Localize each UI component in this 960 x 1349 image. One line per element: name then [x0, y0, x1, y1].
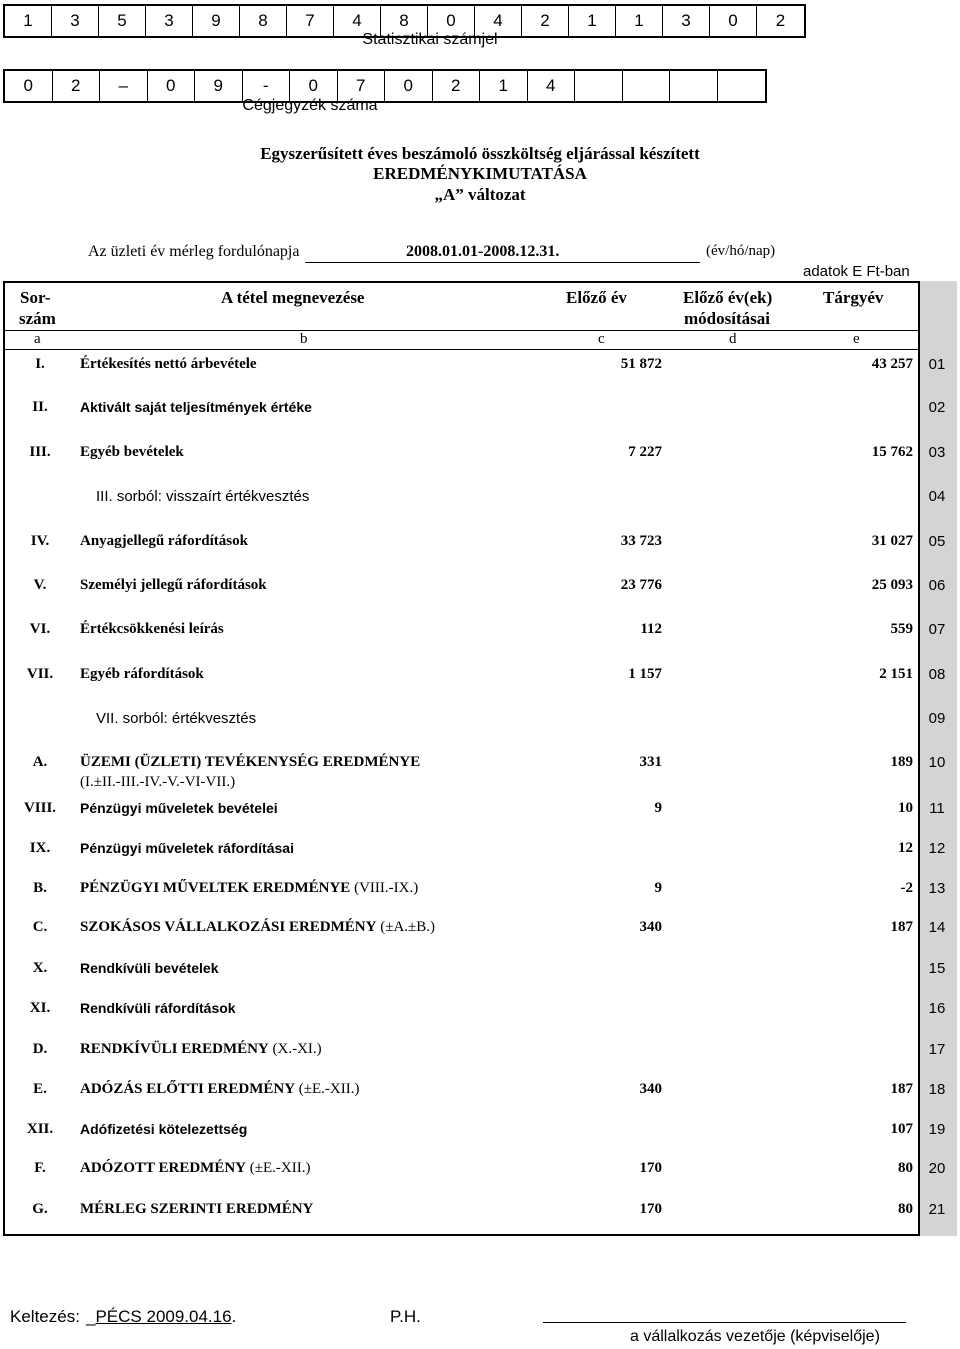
statistical-number-digit-box: 2	[522, 6, 569, 36]
table-row	[0, 356, 960, 380]
row-code: V.	[33, 577, 47, 593]
row-number: 06	[928, 577, 946, 594]
row-number: 19	[928, 1121, 946, 1138]
date-dot: .	[231, 1307, 237, 1326]
row-item-name-text: III. sorból: visszaírt értékvesztés	[96, 488, 310, 505]
table-row	[0, 1121, 960, 1145]
row-item-name	[80, 444, 184, 461]
row-number: 13	[928, 880, 946, 897]
row-item-name-text: Személyi jellegű ráfordítások	[80, 577, 267, 593]
company-registry-digit-box: 0	[290, 71, 338, 101]
current-year-value: 10	[898, 800, 913, 816]
row-item-name-text: Rendkívüli bevételek	[80, 960, 219, 976]
unit-note: adatok E Ft-ban	[803, 263, 910, 280]
prev-year-value: 170	[639, 1160, 662, 1176]
header-current-year: Tárgyév	[823, 288, 884, 307]
row-code: B.	[33, 880, 47, 896]
row-item-name-text: Aktivált saját teljesítmények értéke	[80, 399, 312, 415]
row-item-formula: (±E.-XII.)	[295, 1081, 360, 1097]
table-row	[0, 1201, 960, 1225]
row-item-name-text: MÉRLEG SZERINTI EREDMÉNY	[80, 1201, 314, 1217]
row-number: 08	[928, 666, 946, 683]
subheader-c: c	[598, 331, 605, 347]
prev-year-value: 51 872	[620, 356, 662, 372]
current-year-value: 31 027	[871, 533, 913, 549]
row-number: 21	[928, 1201, 946, 1218]
date-label: Keltezés:	[10, 1307, 80, 1326]
row-number: 18	[928, 1081, 946, 1098]
row-item-name	[80, 621, 224, 638]
statistical-number-digit-box: 1	[569, 6, 616, 36]
prev-year-value: 112	[640, 621, 662, 637]
row-code: C.	[32, 919, 48, 935]
header-sorszam-2: szám	[19, 309, 56, 328]
company-registry-digit-box: 0	[148, 71, 196, 101]
row-number: 16	[928, 1000, 946, 1017]
header-modifications-2: módosításai	[684, 309, 770, 328]
current-year-value: 15 762	[871, 444, 913, 460]
table-row	[0, 880, 960, 904]
table-row	[0, 710, 960, 734]
row-item-name	[80, 666, 204, 683]
current-year-value: 12	[898, 840, 913, 856]
header-prev-year: Előző év	[566, 288, 627, 307]
current-year-value: 25 093	[871, 577, 913, 593]
statistical-number-digit-box: 1	[5, 6, 52, 36]
row-item-name	[80, 919, 435, 936]
signature-caption: a vállalkozás vezetője (képviselője)	[630, 1328, 880, 1345]
current-year-value: 43 257	[871, 356, 913, 372]
row-item-name-text: ADÓZÁS ELŐTTI EREDMÉNY	[80, 1081, 296, 1097]
statistical-number-digit-box: 4	[475, 6, 522, 36]
row-code: II.	[32, 399, 48, 415]
table-row	[0, 840, 960, 864]
row-item-name-text: Egyéb ráfordítások	[80, 666, 204, 682]
prev-year-value: 340	[639, 1081, 662, 1097]
row-code: I.	[35, 356, 45, 372]
row-number: 15	[928, 960, 946, 977]
company-registry-digit-box	[623, 71, 671, 101]
row-number: 20	[928, 1160, 946, 1177]
statistical-number-digit-box: 5	[99, 6, 146, 36]
prev-year-value: 7 227	[628, 444, 662, 460]
row-item-name-text: Adófizetési kötelezettség	[80, 1121, 248, 1137]
row-number: 14	[928, 919, 946, 936]
row-item-name-text: ADÓZOTT EREDMÉNY	[80, 1160, 246, 1176]
row-item-name	[80, 754, 420, 771]
row-code: D.	[32, 1041, 48, 1057]
row-item-name-text: Értékcsökkenési leírás	[80, 621, 224, 637]
row-item-name-text: PÉNZÜGYI MŰVELTEK EREDMÉNYE	[80, 880, 351, 896]
row-item-name-text: VII. sorból: értékvesztés	[96, 710, 257, 727]
row-item-name-text: RENDKÍVÜLI EREDMÉNY	[80, 1041, 269, 1057]
table-row	[0, 577, 960, 601]
statistical-number-digit-box: 8	[240, 6, 287, 36]
row-item-name	[96, 488, 309, 505]
subheader-d: d	[729, 331, 737, 347]
row-item-name	[80, 1121, 247, 1137]
row-item-name	[80, 533, 248, 550]
row-item-formula: (X.-XI.)	[268, 1041, 322, 1057]
row-item-name	[96, 710, 256, 727]
subheader-divider	[3, 349, 920, 350]
table-row	[0, 1041, 960, 1065]
company-registry-digit-box: 0	[385, 71, 433, 101]
company-registry-digit-box: 9	[195, 71, 243, 101]
row-code: F.	[34, 1160, 46, 1176]
company-registry-digit-box: –	[100, 71, 148, 101]
company-registry-digit-box: 0	[5, 71, 53, 101]
current-year-value: 559	[890, 621, 913, 637]
date-value: _PÉCS 2009.04.16.	[86, 1307, 237, 1326]
row-number: 17	[928, 1041, 946, 1058]
row-item-name	[80, 1201, 313, 1218]
statistical-number-digit-box: 3	[146, 6, 193, 36]
row-item-name-text: Egyéb bevételek	[80, 444, 184, 460]
row-item-name-text: Pénzügyi műveletek ráfordításai	[80, 840, 294, 856]
row-code: A.	[32, 754, 48, 770]
company-registry-digit-box: 1	[480, 71, 528, 101]
statistical-number-digit-box: 0	[710, 6, 757, 36]
header-item-name: A tétel megnevezése	[221, 288, 365, 307]
statistical-number-digit-box: 3	[663, 6, 710, 36]
row-code: XII.	[26, 1121, 54, 1137]
row-code: VIII.	[23, 800, 57, 816]
company-registry-digit-box	[670, 71, 718, 101]
current-year-value: 80	[898, 1160, 913, 1176]
current-year-value: 189	[890, 754, 913, 770]
row-item-name	[80, 399, 312, 415]
table-row	[0, 800, 960, 824]
date-value-text: PÉCS 2009.04.16	[95, 1307, 232, 1326]
company-registry-digit-box	[718, 71, 766, 101]
company-registry-digit-box: 2	[53, 71, 101, 101]
row-code: VII.	[26, 666, 54, 682]
company-registry-caption: Cégjegyzék száma	[242, 97, 378, 114]
table-row	[0, 1000, 960, 1024]
prev-year-value: 33 723	[620, 533, 662, 549]
statistical-number-digit-box: 8	[381, 6, 428, 36]
header-divider	[3, 330, 920, 331]
row-number: 03	[928, 444, 946, 461]
row-number: 07	[928, 621, 946, 638]
row-number: 02	[928, 399, 946, 416]
table-row	[0, 666, 960, 690]
row-code: E.	[33, 1081, 47, 1097]
row-item-name-text: SZOKÁSOS VÁLLALKOZÁSI EREDMÉNY	[80, 919, 377, 935]
statistical-number-caption: Statisztikai számjel	[362, 31, 498, 48]
current-year-value: 2 151	[879, 666, 913, 682]
row-item-formula: (I.±II.-III.-IV.-V.-VI-VII.)	[80, 774, 236, 790]
prev-year-value: 9	[654, 880, 662, 896]
subheader-a: a	[34, 331, 41, 347]
prev-year-value: 331	[639, 754, 662, 770]
current-year-value: 187	[890, 1081, 913, 1097]
company-registry-digit-box: 7	[338, 71, 386, 101]
period-label: Az üzleti év mérleg fordulónapja	[88, 243, 300, 260]
table-row	[0, 960, 960, 984]
row-item-name	[80, 1000, 236, 1016]
period-unit: (év/hó/nap)	[706, 243, 776, 259]
row-item-name	[80, 800, 278, 816]
row-code: X.	[32, 960, 48, 976]
statistical-number-digit-box: 2	[775, 11, 786, 30]
row-number: 05	[928, 533, 946, 550]
statistical-number-digit-box: 3	[52, 6, 99, 36]
report-title-line-2: EREDMÉNYKIMUTATÁSA	[373, 164, 587, 183]
row-number: 10	[928, 754, 946, 771]
row-item-name	[80, 840, 294, 856]
company-registry-digit-box: -	[243, 71, 291, 101]
row-code: XI.	[29, 1000, 51, 1016]
current-year-value: 187	[890, 919, 913, 935]
table-row	[0, 399, 960, 423]
row-code: VI.	[29, 621, 51, 637]
current-year-value: 80	[898, 1201, 913, 1217]
company-registry-digit-box	[575, 71, 623, 101]
row-item-name	[80, 577, 267, 594]
header-modifications-1: Előző év(ek)	[683, 288, 773, 307]
row-item-name-text: Pénzügyi műveletek bevételei	[80, 800, 278, 816]
prev-year-value: 340	[639, 919, 662, 935]
table-row	[0, 1081, 960, 1105]
table-row	[0, 444, 960, 468]
header-sorszam-1: Sor-	[20, 288, 51, 307]
signature-line	[543, 1322, 906, 1323]
row-item-name	[80, 880, 418, 897]
subheader-e: e	[853, 331, 860, 347]
row-item-name	[80, 1081, 360, 1098]
table-row	[0, 488, 960, 512]
company-registry-digit-box: 4	[528, 71, 576, 101]
period-value-text: 2008.01.01-2008.12.31.	[406, 243, 560, 260]
statistical-number-digit-box: 9	[193, 6, 240, 36]
table-row	[0, 919, 960, 943]
table-row	[0, 621, 960, 645]
row-code: IX.	[29, 840, 51, 856]
row-code: G.	[32, 1201, 48, 1217]
row-item-name	[80, 1160, 310, 1177]
row-number: 04	[928, 488, 946, 505]
row-number: 01	[928, 356, 946, 373]
statistical-number-digit-box: 4	[334, 6, 381, 36]
row-item-name	[80, 1041, 322, 1058]
prev-year-value: 1 157	[628, 666, 662, 682]
current-year-value: -2	[900, 880, 913, 896]
row-item-name-text: Anyagjellegű ráfordítások	[80, 533, 248, 549]
prev-year-value: 9	[654, 800, 662, 816]
report-title-line-1: Egyszerűsített éves beszámoló összköltség eljárással készített	[260, 144, 700, 163]
row-code: IV.	[30, 533, 50, 549]
row-number: 12	[928, 840, 946, 857]
current-year-value: 107	[890, 1121, 913, 1137]
stamp-placeholder: P.H.	[390, 1307, 421, 1326]
row-item-name-text: Rendkívüli ráfordítások	[80, 1000, 236, 1016]
row-number: 09	[928, 710, 946, 727]
prev-year-value: 170	[639, 1201, 662, 1217]
company-registry-digit-box: 2	[433, 71, 481, 101]
row-item-formula: (VIII.-IX.)	[350, 880, 419, 896]
statistical-number-digit-box: 0	[428, 6, 475, 36]
row-item-formula: (±E.-XII.)	[246, 1160, 311, 1176]
subheader-b: b	[300, 331, 308, 347]
table-row	[0, 533, 960, 557]
row-item-formula: (±A.±B.)	[376, 919, 436, 935]
row-item-name-text: Értékesítés nettó árbevétele	[80, 356, 257, 372]
table-row	[0, 754, 960, 790]
statistical-number-digit-box: 1	[616, 6, 663, 36]
period-value	[305, 243, 700, 263]
prev-year-value: 23 776	[620, 577, 662, 593]
report-title-line-3: „A” változat	[434, 185, 526, 204]
row-item-name-text: ÜZEMI (ÜZLETI) TEVÉKENYSÉG EREDMÉNYE	[80, 754, 421, 770]
table-row	[0, 1160, 960, 1184]
statistical-number-digit-box: 7	[287, 6, 334, 36]
row-item-name	[80, 960, 219, 976]
row-number: 11	[929, 800, 945, 817]
row-item-name	[80, 356, 257, 373]
row-code: III.	[29, 444, 51, 460]
